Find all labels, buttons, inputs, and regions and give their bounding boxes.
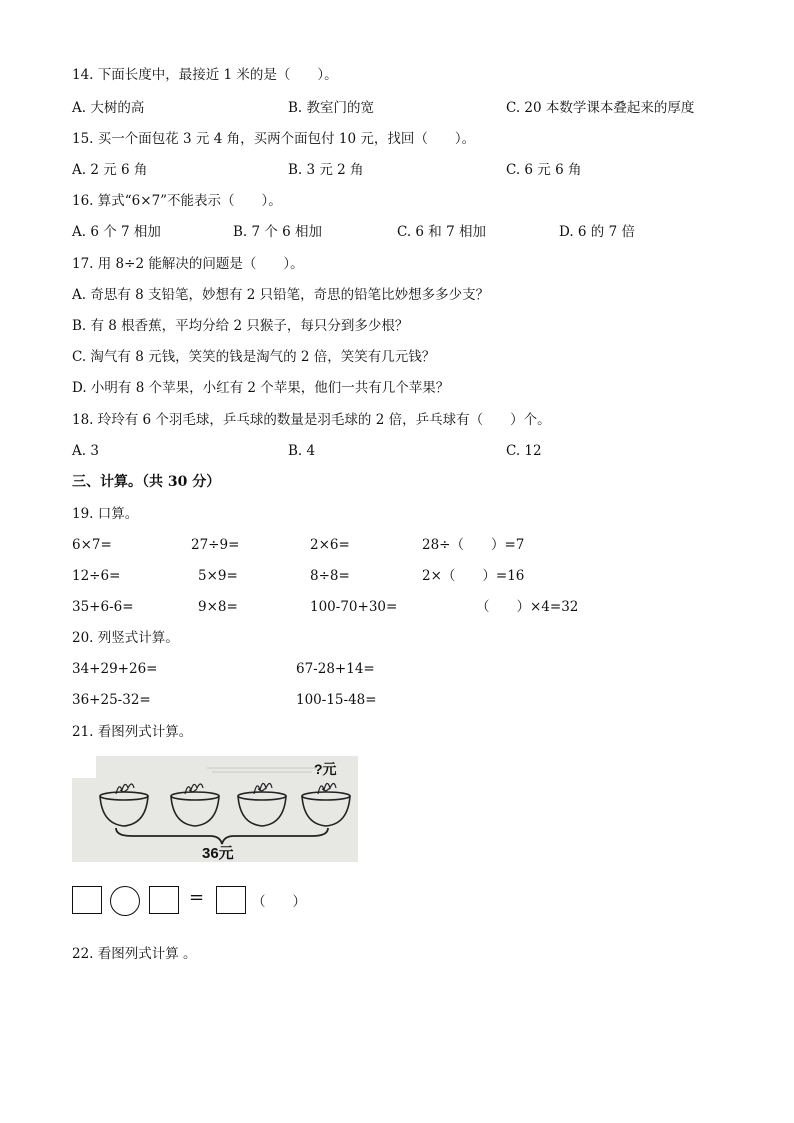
equals-sign: = [189, 887, 205, 908]
q16-option-b: B. 7 个 6 相加 [233, 224, 323, 240]
q15-stem: 15. 买一个面包花 3 元 4 角，买两个面包付 10 元，找回（ ）。 [72, 131, 476, 147]
q14-stem: 14. 下面长度中，最接近 1 米的是（ ）。 [72, 67, 338, 83]
q16-option-d: D. 6 的 7 倍 [559, 224, 635, 240]
bowl-icon [302, 783, 350, 826]
operator-circle[interactable] [110, 886, 140, 916]
result-box[interactable] [216, 886, 246, 914]
q21-bowls-picture [72, 756, 358, 862]
q20-item: 36+25-32= [72, 692, 151, 708]
q19-item: 2×6= [310, 537, 350, 553]
q20-item: 100-15-48= [296, 692, 377, 708]
q17-option-a: A. 奇思有 8 支铅笔，妙想有 2 只铅笔，奇思的铅笔比妙想多多少支？ [72, 287, 490, 303]
q15-option-b: B. 3 元 2 角 [288, 162, 364, 178]
q19-item: 8÷8= [310, 568, 350, 584]
q17-option-d: D. 小明有 8 个苹果，小红有 2 个苹果，他们一共有几个苹果？ [72, 380, 450, 396]
q19-item: 27÷9= [191, 537, 240, 553]
answer-box[interactable] [72, 886, 102, 914]
q17-option-c: C. 淘气有 8 元钱，笑笑的钱是淘气的 2 倍，笑笑有几元钱？ [72, 349, 436, 365]
q21-stem: 21. 看图列式计算。 [72, 724, 193, 740]
unit-blank: （ ） [252, 894, 306, 910]
brace-icon [116, 828, 328, 844]
total-price-label: 36元 [202, 845, 234, 862]
q20-item: 34+29+26= [72, 661, 158, 677]
q18-option-a: A. 3 [72, 443, 99, 459]
bowl-icon [100, 784, 148, 826]
q14-option-a: A. 大树的高 [72, 100, 145, 116]
q18-option-b: B. 4 [288, 443, 316, 459]
q19-item: 35+6-6= [72, 599, 134, 615]
q15-option-c: C. 6 元 6 角 [506, 162, 582, 178]
q19-item: 12÷6= [72, 568, 121, 584]
q19-stem: 19. 口算。 [72, 506, 139, 522]
q19-item: 5×9= [198, 568, 238, 584]
q19-item: 2×（ ）=16 [422, 568, 525, 584]
q15-option-a: A. 2 元 6 角 [72, 162, 148, 178]
q16-option-c: C. 6 和 7 相加 [397, 224, 486, 240]
q16-option-a: A. 6 个 7 相加 [72, 224, 161, 240]
question-price-label: ?元 [314, 761, 337, 777]
q19-item: 28÷（ ）=7 [422, 537, 525, 553]
q19-item: 9×8= [198, 599, 238, 615]
q14-option-b: B. 教室门的宽 [288, 100, 375, 116]
q18-stem: 18. 玲玲有 6 个羽毛球，乒乓球的数量是羽毛球的 2 倍，乒乓球有（ ）个。 [72, 412, 551, 428]
q22-stem: 22. 看图列式计算 。 [72, 946, 197, 962]
q19-item: 6×7= [72, 537, 112, 553]
q14-option-c: C. 20 本数学课本叠起来的厚度 [506, 100, 695, 116]
q17-stem: 17. 用 8÷2 能解决的问题是（ ）。 [72, 256, 304, 272]
q18-option-c: C. 12 [506, 443, 542, 459]
q20-stem: 20. 列竖式计算。 [72, 630, 179, 646]
q17-option-b: B. 有 8 根香蕉，平均分给 2 只猴子，每只分到多少根？ [72, 318, 409, 334]
bowl-icon [238, 783, 286, 826]
q19-item: 100-70+30= [310, 599, 398, 615]
q19-item: （ ）×4=32 [476, 599, 579, 615]
q20-item: 67-28+14= [296, 661, 375, 677]
section-3-heading: 三、计算。（共 30 分） [72, 474, 221, 490]
answer-box[interactable] [149, 886, 179, 914]
bowl-icon [171, 784, 219, 826]
q16-stem: 16. 算式“6×7”不能表示（ ）。 [72, 193, 282, 209]
